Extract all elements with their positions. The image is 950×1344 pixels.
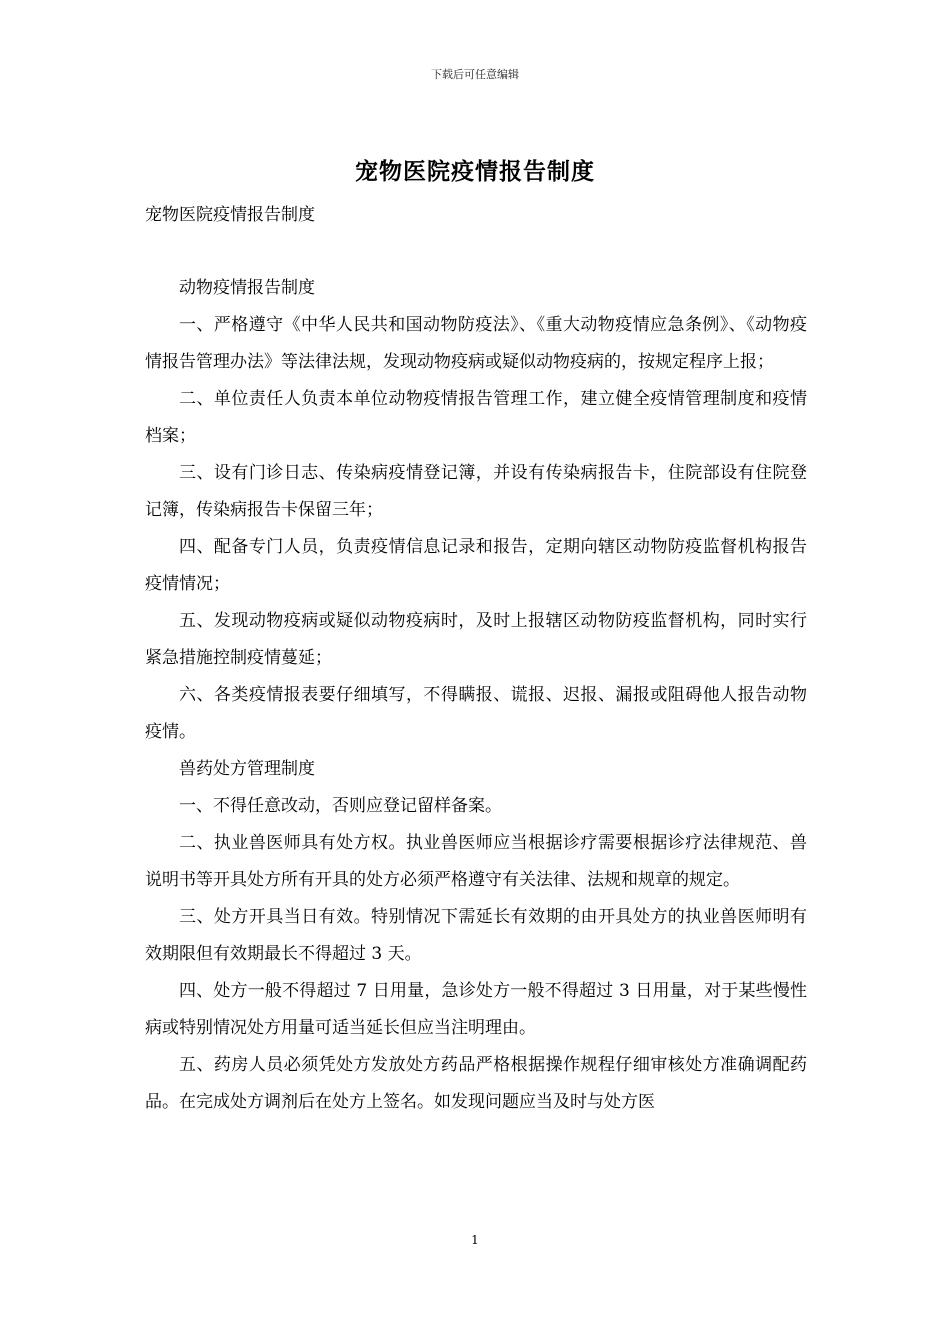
header-note: 下载后可任意编辑 [431,68,519,81]
section-heading: 兽药处方管理制度 [179,759,315,779]
paragraph: 五、药房人员必须凭处方发放处方药品严格根据操作规程仔细审核处方准确调配药品。在完成处方调剂后在处方上签名。如发现问题应当及时与处方医 [145,1055,807,1112]
paragraph: 三、处方开具当日有效。特别情况下需延长有效期的由开具处方的执业兽医师明有效期限但有效期最长不得超过 3 天。 [145,907,807,964]
paragraph: 一、不得任意改动，否则应登记留样备案。 [179,796,502,816]
paragraph: 六、各类疫情报表要仔细填写，不得瞒报、谎报、迟报、漏报或阻碍他人报告动物疫情。 [145,685,807,742]
section-heading: 动物疫情报告制度 [179,278,315,298]
paragraph: 四、处方一般不得超过 7 日用量，急诊处方一般不得超过 3 日用量，对于某些慢性病或特别情况处方用量可适当延长但应当注明理由。 [145,981,807,1038]
paragraph: 五、发现动物疫病或疑似动物疫病时，及时上报辖区动物防疫监督机构，同时实行紧急措施控制疫情蔓延； [145,611,807,668]
paragraph: 三、设有门诊日志、传染病疫情登记簿，并设有传染病报告卡，住院部设有住院登记簿，传染病报告卡保留三年； [145,463,807,520]
paragraph: 一、严格遵守《中华人民共和国动物防疫法》、《重大动物疫情应急条例》、《动物疫情报告管理办法》等法律法规，发现动物疫病或疑似动物疫病的，按规定程序上报； [145,315,807,372]
document-subtitle: 宠物医院疫情报告制度 [145,205,315,225]
document-body [145,270,807,1121]
paragraph: 四、配备专门人员，负责疫情信息记录和报告，定期向辖区动物防疫监督机构报告疫情情况； [145,537,807,594]
page-number: 1 [471,1233,479,1247]
document-title: 宠物医院疫情报告制度 [355,158,595,185]
paragraph: 二、单位责任人负责本单位动物疫情报告管理工作，建立健全疫情管理制度和疫情档案； [145,389,807,446]
paragraph: 二、执业兽医师具有处方权。执业兽医师应当根据诊疗需要根据诊疗法律规范、兽说明书等开具处方所有开具的处方必须严格遵守有关法律、法规和规章的规定。 [145,833,807,890]
